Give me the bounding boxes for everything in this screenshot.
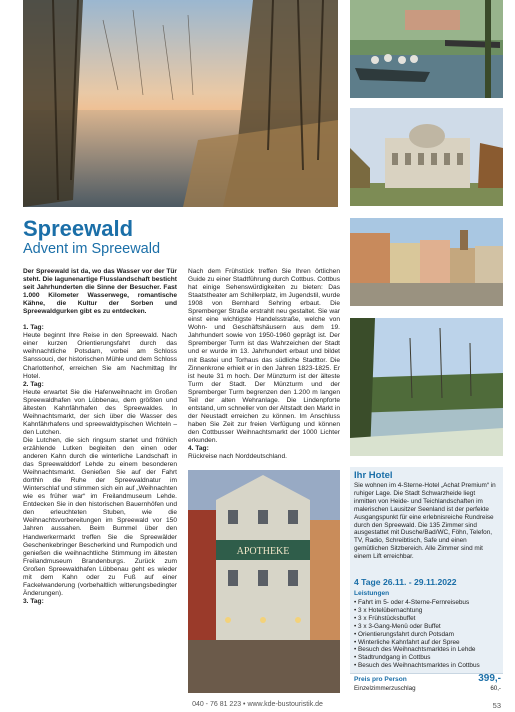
- day-4: [188, 445, 340, 461]
- day-4-text: Rückreise nach Norddeutschland.: [188, 453, 287, 461]
- day-2-continued: Die Lutchen, die sich ringsum startet und fröhlich erzählende Lutken begleiten den einen oder anderen Kahn durch die winterliche Landschaft in das Spreewalddorf Lehde zu einem besonderen Weihnachtsmarkt. Genießen Sie auf der Fahrt dorthin die Ruhe der Spreewaldnatur im Winterschlaf und stimmen sich ein auf „Weihnachten wie es früher war“ im Freilandmuseum Lehde. Entdecken Sie in den historischen Bauernhöfen und den erleuchteten Stuben, wie die Weihnachtsvorbereitungen im Spreewald vor 150 Jahren aussahen. Beim Bummel über den Handwerkermarkt treffen Sie die Spreewälder Geschenkebringer Bescherkind und Rumpodich und genießen die weihnachtliche Stimmung im ältesten Freilandmuseum Brandenburgs. Zurück zum Großen Spreewaldhafen Lübbenau geht es wieder mit dem Kahn oder zu Fuß auf einer Fackelwanderung (vorbehaltlich witterungsbedingter Änderungen).: [23, 436, 177, 597]
- price-label: Preis pro Person: [354, 676, 407, 683]
- day-2: [23, 381, 177, 437]
- text-column-middle: [188, 268, 340, 461]
- hotel-description: Sie wohnen im 4-Sterne-Hotel „Achat Premium“ in ruhiger Lage. Die Stadt Schwarzheide liegt inmitten von Heide- und Teichlandschaften im malerischen Lausitzer Seenland ist der perfekte Ausgangspunkt für eine erlebnisreiche Rundreise durch den Spreewald. Die 135 Zimmer sind ausgestattet mit Dusche/Bad/WC, Föhn, Telefon, TV, Radio, Schreibtisch, Safe und einen gemütlichen Sitzbereich. Alle Zimmer sind mit einem Lift erreichbar.: [354, 482, 496, 561]
- footer-contact: 040 - 76 81 223 • www.kde-bustouristik.de: [192, 701, 323, 708]
- services-list: [354, 599, 500, 670]
- spreewald-river-photo: [23, 0, 338, 207]
- service-item: • Stadtrundgang in Cottbus: [354, 654, 500, 662]
- service-item: • Winterliche Kahnfahrt auf der Spree: [354, 639, 500, 647]
- spreewald-park-photo: [350, 318, 503, 456]
- day-3: [23, 598, 177, 606]
- intro-paragraph: Der Spreewald ist da, wo das Wasser vor der Tür steht. Die lagunenartige Flusslandschaft besticht seit Jahrhunderten die Sinne der Besucher. Fast 1.000 Kilometer Wasserwege, romantische Kähne, die Kultur der Sorben und Spreewaldgurken gibt es zu entdecken.: [23, 268, 177, 316]
- single-room-label: Einzelzimmerzuschlag: [354, 685, 416, 692]
- page-number: 53: [492, 701, 501, 710]
- day-4-label: 4. Tag:: [188, 445, 209, 453]
- day-2-text: Heute erwartet Sie die Hafenweihnacht im Großen Spreewaldhafen von Lübbenau, dem größten und ältesten Kahnfährhafen des Spreewaldes. In Weihnachtsmarkt, der sich über die Wasser des Kahnfährhafens und spreewaldtypischen Wichteln – den Lutchen.: [23, 388, 177, 436]
- tour-dates: 4 Tage 26.11. - 29.11.2022: [354, 577, 457, 587]
- day-3-label: 3. Tag:: [23, 597, 44, 605]
- day-3-text: Nach dem Frühstück treffen Sie Ihren örtlichen Guide zu einer Stadtführung durch Cottbus. Cottbus hat einige Sehenswürdigkeiten zu bieten: Das Staatstheater am Schillerplatz, im Jugendstil, wurde 1908 von Bernhard Sehring erbaut. Die Spremberger Straße erstrahlt neu gestaltet. Sie war einst eine wichtigste Handelsstraße, welche von Wohn- und Geschäftshäusern aus dem 19. Jahrhundert sowie von 1950-1960 geprägt ist. Der Spremberger Turm ist das Wahrzeichen der Stadt und er wurde im 13. Jahrhundert erbaut und bildet mit Bastei und Torhaus das südliche Stadttor. Die Zinnenkrone erhielt er in den Jahren 1823-1825. Er ist heute 31 m hoch. Der Münzturm ist der älteste Turm der Stadt. Der Münzturm und der Spremberger Turm begrenzen den 1.200 m langen Teil der alten Wehranlage. Die Lindenpforte entstand, um schneller von der Altstadt den Markt in der Neustadt erreichen zu können. Im Anschluss haben Sie Zeit zur freien Verfügung und können den Cottbusser Weihnachtsmarkt der 1000 Lichter erkunden.: [188, 268, 340, 444]
- service-item: • 3 x Frühstücksbuffet: [354, 615, 500, 623]
- day-1: [23, 324, 177, 380]
- staatstheater-cottbus-photo: [350, 108, 503, 206]
- service-item: • Besuch des Weihnachtsmarktes in Lehde: [354, 646, 500, 654]
- service-item: • 3 x 3-Gang-Menü oder Buffet: [354, 623, 500, 631]
- price-value: 399,-: [478, 673, 501, 684]
- service-item: • Orientierungsfahrt durch Potsdam: [354, 631, 500, 639]
- apotheke-sign: APOTHEKE: [236, 546, 290, 557]
- day-2-label: 2. Tag:: [23, 380, 44, 388]
- service-item: • 3 x Hotelübernachtung: [354, 607, 500, 615]
- service-item: • Fahrt im 5- oder 4-Sterne-Fernreisebus: [354, 599, 500, 607]
- services-heading: Leistungen: [354, 590, 390, 597]
- service-item: • Besuch des Weihnachtsmarktes in Cottbus: [354, 662, 500, 670]
- cottbus-market-square-photo: [350, 218, 503, 306]
- hotel-heading: Ihr Hotel: [354, 470, 393, 481]
- day-1-text: Heute beginnt Ihre Reise in den Spreewald. Nach einer kurzen Orientierungsfahrt durch das weihnachtliche Potsdam, vorbei am Schloss Sanssouci, der historischen Mühle und dem Schloss Charlottenhof, erreichen Sie am Nachmittag Ihr Hotel.: [23, 332, 177, 380]
- apotheke-building-photo: [188, 470, 340, 693]
- single-room-price: 60,-: [490, 685, 501, 692]
- page-subtitle: Advent im Spreewald: [23, 241, 161, 257]
- page-title: Spreewald: [23, 216, 134, 241]
- day-1-label: 1. Tag:: [23, 324, 44, 332]
- spreewald-boat-photo: [350, 0, 503, 98]
- text-column-left: [23, 268, 177, 606]
